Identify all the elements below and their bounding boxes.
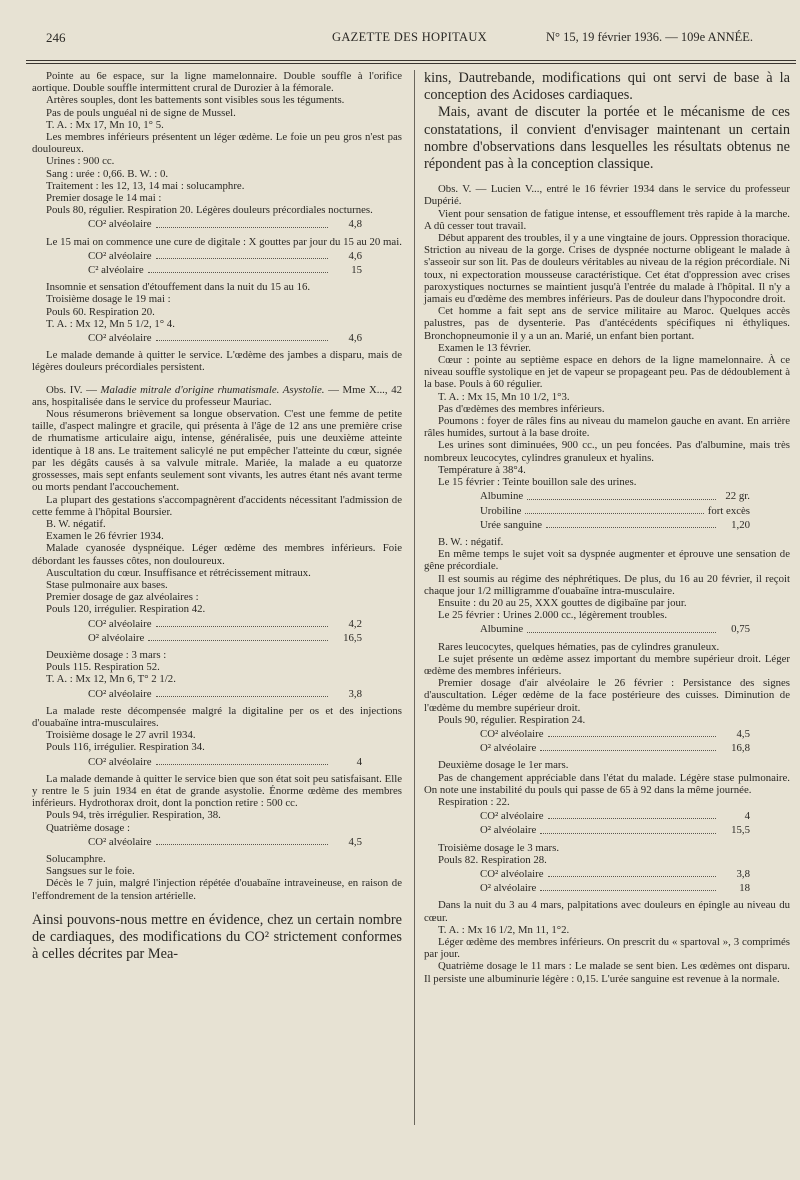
paragraph: Dans la nuit du 3 au 4 mars, palpitations avec douleurs en épingle au niveau du cœur. xyxy=(424,899,790,924)
dot-leader xyxy=(156,332,329,341)
paragraph: T. A. : Mx 12, Mn 5 1/2, 1° 4. xyxy=(46,317,175,330)
paragraph: Début apparent des troubles, il y a une vingtaine de jours. Oppression thoracique. Striction au niveau de la gorge. Crises de dyspnée nocturne obligeant le malade à s'asseoir sur son lit. Pas de douleurs véritables au niveau de la région précordiale. Ni toux, ni expectoration mousseuse caractéristique. Cet état d'oppression avec crises paroxystiques nocturnes se maintient jusqu'à l'entrée du malade à l'hôpital. Il n'y a jamais eu d'œdème des membres inférieurs. Pas de douleur dans l'hypocondre droit. xyxy=(424,232,790,306)
paragraph: La malade demande à quitter le service bien que son état soit peu satisfaisant. Elle y rentre le 5 juin 1934 en état de grande asystolie. Énorme œdème des membres inférieurs. Hydrothorax droit, dont la ponction retire : 500 cc. xyxy=(32,772,402,810)
left-column xyxy=(32,70,402,963)
paragraph: Premier dosage d'air alvéolaire le 26 février : Persistance des signes d'auscultation. Léger œdème de la face postérieure des cuisses. Diminution de l'œdème du membre supérieur droit. xyxy=(424,677,790,714)
measurement-value: 3,8 xyxy=(348,687,362,700)
paragraph: Décès le 7 juin, malgré l'injection répétée d'ouabaïne intraveineuse, en raison de l'effondrement de la tension artérielle. xyxy=(32,877,402,902)
measurement-label: CO² alvéolaire xyxy=(88,835,152,848)
measurement-row xyxy=(32,836,402,848)
measurement-value: 1,20 xyxy=(731,518,750,531)
measurement-value: 16,5 xyxy=(343,631,362,644)
measurement-row xyxy=(32,332,402,344)
paragraph: Artères souples, dont les battements sont visibles sous les téguments. xyxy=(46,94,345,107)
measurement-value: 4 xyxy=(744,810,750,823)
dot-leader xyxy=(148,264,328,273)
paragraph: Pouls 120, irrégulier. Respiration 42. xyxy=(46,603,206,616)
measurement-label: CO² alvéolaire xyxy=(88,755,152,768)
body-paragraph-large: Mais, avant de discuter la portée et le mécanisme de ces constatations, il convient d'envisager maintenant un certain nombre d'observations dans lesquelles les résultats obtenus ne répondent pas à la conception classique. xyxy=(424,104,790,173)
dot-leader xyxy=(156,218,329,227)
measurement-row xyxy=(424,810,790,822)
measurement-value: 18 xyxy=(739,882,750,895)
paragraph: Premier dosage le 14 mai : xyxy=(46,192,162,205)
paragraph: T. A. : Mx 16 1/2, Mn 11, 1°2. xyxy=(438,923,570,936)
dot-leader xyxy=(548,868,717,877)
paragraph: Pas de pouls unguéal ni de signe de Mussel. xyxy=(46,106,236,119)
paragraph: Deuxième dosage le 1er mars. xyxy=(438,759,569,772)
measurement-label: O² alvéolaire xyxy=(480,882,537,895)
paragraph: Insomnie et sensation d'étouffement dans la nuit du 15 au 16. xyxy=(46,281,311,294)
observation-patient: — Mme X..., 42 ans, hospitalisée dans le service du professeur Mauriac. xyxy=(32,383,402,408)
measurement-row xyxy=(424,824,790,836)
paragraph: Pouls 90, régulier. Respiration 24. xyxy=(438,713,586,726)
paragraph: Température à 38°4. xyxy=(438,463,526,476)
measurement-label: Urée sanguine xyxy=(480,518,543,531)
paragraph: Rares leucocytes, quelques hématies, pas de cylindres granuleux. xyxy=(438,640,720,653)
measurement-label: C² alvéolaire xyxy=(88,264,144,277)
dot-leader xyxy=(156,688,329,697)
issue-info: N° 15, 19 février 1936. — 109e ANNÉE. xyxy=(546,30,754,44)
measurement-row xyxy=(32,618,402,630)
dot-leader xyxy=(156,250,329,259)
paragraph: Stase pulmonaire aux bases. xyxy=(46,578,168,591)
column-divider xyxy=(414,70,415,1125)
paragraph: Le 15 mai on commence une cure de digitale : X gouttes par jour du 15 au 20 mai. xyxy=(46,235,402,248)
body-paragraph-large: kins, Dautrebande, modifications qui ont servi de base à la conception des Acidoses cardiaques. xyxy=(424,70,790,104)
measurement-label: Albumine xyxy=(480,490,524,503)
page-header xyxy=(26,26,796,48)
measurement-row xyxy=(424,728,790,740)
measurement-row xyxy=(424,623,790,635)
paragraph: Pouls 115. Respiration 52. xyxy=(46,661,160,674)
measurement-value: 3,8 xyxy=(736,867,750,880)
measurement-row xyxy=(424,519,790,531)
dot-leader xyxy=(540,824,716,833)
paragraph: Pouls 60. Respiration 20. xyxy=(46,305,155,318)
paragraph: Le 15 février : Teinte bouillon sale des urines. xyxy=(438,476,637,489)
paragraph: Le 25 février : Urines 2.000 cc., légèrement troubles. xyxy=(438,609,668,622)
paragraph: Traitement : les 12, 13, 14 mai : solucamphre. xyxy=(46,179,245,192)
measurement-label: CO² alvéolaire xyxy=(88,687,152,700)
measurement-label: CO² alvéolaire xyxy=(88,617,152,630)
dot-leader xyxy=(548,810,717,819)
paragraph: Urines : 900 cc. xyxy=(46,155,115,168)
paragraph: Quatrième dosage le 11 mars : Le malade se sent bien. Les œdèmes ont disparu. Il persiste une albuminurie légère : 0,15. L'urée sanguine est revenue à la normale. xyxy=(424,960,790,985)
paragraph: Auscultation du cœur. Insuffisance et rétrécissement mitraux. xyxy=(46,566,311,579)
measurement-value: 0,75 xyxy=(731,623,750,636)
measurement-label: CO² alvéolaire xyxy=(480,727,544,740)
paragraph: Malade cyanosée dyspnéique. Léger œdème des membres inférieurs. Foie débordant les fausses côtes, non douloureux. xyxy=(32,542,402,567)
measurement-value: 4,2 xyxy=(348,617,362,630)
paragraph: Ensuite : du 20 au 25, XXX gouttes de digibaïne par jour. xyxy=(438,596,687,609)
paragraph: Premier dosage de gaz alvéolaires : xyxy=(46,591,199,604)
measurement-value: 16,8 xyxy=(731,742,750,755)
paragraph: Le sujet présente un œdème assez important du membre supérieur droit. Léger œdème des membres inférieurs. xyxy=(424,652,790,677)
observation-diagnosis: Maladie mitrale d'origine rhumatismale. Asystolie. xyxy=(100,383,325,396)
paragraph: Le malade demande à quitter le service. L'œdème des jambes a disparu, mais de légères douleurs précordiales persistent. xyxy=(32,349,402,374)
paragraph: Pointe au 6e espace, sur la ligne mamelonnaire. Double souffle à l'orifice aortique. Double souffle intermittent crural de Durozier à la fémorale. xyxy=(32,70,402,95)
paragraph: Cet homme a fait sept ans de service militaire au Maroc. Quelques accès palustres, pas de dysenterie. Pas d'antécédents spécifiques ni éthyliques. Bronchopneumonie il y a un an. Marié, un enfant bien portant. xyxy=(424,305,790,342)
dot-leader xyxy=(156,836,329,845)
page-number: 246 xyxy=(46,30,66,45)
measurement-value: 15,5 xyxy=(731,824,750,837)
observation-heading xyxy=(32,384,402,408)
measurement-label: Albumine xyxy=(480,623,524,636)
measurement-label: O² alvéolaire xyxy=(480,824,537,837)
measurement-row xyxy=(32,218,402,230)
dot-leader xyxy=(156,618,329,627)
paragraph: Respiration : 22. xyxy=(438,795,510,808)
paragraph: Pouls 82. Respiration 28. xyxy=(438,853,547,866)
paragraph: Cœur : pointe au septième espace en dehors de la ligne mamelonnaire. À ce niveau souffle systolique en jet de vapeur se propageant peu. Pas de dédoublement à la base. Pouls à 60 régulier. xyxy=(424,354,790,391)
measurement-value: 15 xyxy=(351,264,362,277)
measurement-row xyxy=(424,882,790,894)
paragraph: Troisième dosage le 19 mai : xyxy=(46,293,171,306)
paragraph: Vient pour sensation de fatigue intense, et essoufflement très rapide à la marche. A dû cesser tout travail. xyxy=(424,207,790,232)
measurement-row xyxy=(32,264,402,276)
paragraph: Pouls 94, très irrégulier. Respiration, 38. xyxy=(46,809,221,822)
measurement-value: 22 gr. xyxy=(725,490,750,503)
measurement-label: Urobiline xyxy=(480,504,522,517)
paragraph: Deuxième dosage : 3 mars : xyxy=(46,648,167,661)
paragraph: Léger œdème des membres inférieurs. On prescrit du « spartoval », 3 comprimés par jour. xyxy=(424,936,790,961)
measurement-label: O² alvéolaire xyxy=(88,631,145,644)
measurement-label: CO² alvéolaire xyxy=(480,810,544,823)
paragraph: La malade reste décompensée malgré la digitaline per os et des injections d'ouabaïne intra-musculaires. xyxy=(32,704,402,729)
paragraph: Poumons : foyer de râles fins au niveau du mamelon gauche en avant. En arrière râles humides, surtout à la base droite. xyxy=(424,415,790,440)
measurement-value: 4,5 xyxy=(348,835,362,848)
paragraph: Examen le 26 février 1934. xyxy=(46,530,164,543)
paragraph: T. A. : Mx 15, Mn 10 1/2, 1°3. xyxy=(438,390,570,403)
paragraph: Nous résumerons brièvement sa longue observation. C'est une femme de petite taille, d'aspect malingre et gracile, qui présenta à l'âge de 12 ans une première crise de rhumatisme articulaire aigu, intense, généralisée, puis une deuxième atteinte identique à 18 ans. Le traitement salicylé ne put empêcher l'atteinte du cœur, signée par les dégâts causés à sa valvule mitrale. Mariée, la malade a eu quatorze grossesses, mais sept enfants seulement sont vivants, les autres étant nés avant terme ou morts pendant l'accouchement. xyxy=(32,408,402,494)
paragraph: Pouls 80, régulier. Respiration 20. Légères douleurs précordiales nocturnes. xyxy=(46,204,373,217)
paragraph: Pouls 116, irrégulier. Respiration 34. xyxy=(46,741,205,754)
measurement-value: 4,6 xyxy=(348,249,362,262)
paragraph: T. A. : Mx 12, Mn 6, T° 2 1/2. xyxy=(46,673,176,686)
measurement-value: 4,6 xyxy=(348,332,362,345)
measurement-row xyxy=(424,742,790,754)
measurement-label: CO² alvéolaire xyxy=(88,249,152,262)
dot-leader xyxy=(540,742,716,751)
measurement-label: CO² alvéolaire xyxy=(480,867,544,880)
paragraph: Les urines sont diminuées, 900 cc., un peu foncées. Pas d'albumine, mais très nombreux leucocytes, cylindres granuleux et hyalins. xyxy=(424,439,790,464)
paragraph: Troisième dosage le 3 mars. xyxy=(438,841,560,854)
dot-leader xyxy=(527,490,716,499)
dot-leader xyxy=(540,882,716,891)
dot-leader xyxy=(546,519,716,528)
journal-title: GAZETTE DES HOPITAUX xyxy=(332,30,487,44)
measurement-value: 4 xyxy=(356,755,362,768)
dot-leader xyxy=(148,632,328,641)
paragraph: La plupart des gestations s'accompagnèrent d'accidents nécessitant l'admission de cette femme à l'hôpital Boursier. xyxy=(32,493,402,518)
paragraph: Sangsues sur le foie. xyxy=(46,865,135,878)
body-paragraph-large: Ainsi pouvons-nous mettre en évidence, chez un certain nombre de cardiaques, des modifications du CO² strictement conformes à celles décrites par Mea- xyxy=(32,911,402,963)
measurement-row xyxy=(32,250,402,262)
header-rule xyxy=(26,60,796,61)
paragraph: Obs. V. — Lucien V..., entré le 16 février 1934 dans le service du professeur Dupérié. xyxy=(424,183,790,208)
measurement-row xyxy=(32,756,402,768)
paragraph: Solucamphre. xyxy=(46,852,106,865)
measurement-value: fort excès xyxy=(707,504,750,517)
measurement-row xyxy=(424,868,790,880)
measurement-value: 4,5 xyxy=(736,727,750,740)
dot-leader xyxy=(525,505,703,514)
measurement-value: 4,8 xyxy=(348,218,362,231)
measurement-label: CO² alvéolaire xyxy=(88,332,152,345)
measurement-row xyxy=(424,505,790,517)
measurement-row xyxy=(32,688,402,700)
paragraph: Quatrième dosage : xyxy=(46,821,130,834)
measurement-label: CO² alvéolaire xyxy=(88,218,152,231)
paragraph: Troisième dosage le 27 avril 1934. xyxy=(46,729,196,742)
measurement-label: O² alvéolaire xyxy=(480,742,537,755)
paragraph: Examen le 13 février. xyxy=(438,341,531,354)
paragraph: Il est soumis au régime des néphrétiques. De plus, du 16 au 20 février, il reçoit chaque jour 1/2 milligramme d'ouabaïne intra-musculaire. xyxy=(424,572,790,597)
observation-lead: Obs. IV. — xyxy=(46,383,101,396)
paragraph: Sang : urée : 0,66. B. W. : 0. xyxy=(46,167,169,180)
measurement-row xyxy=(424,490,790,502)
paragraph: B. W. : négatif. xyxy=(438,535,504,548)
measurement-row xyxy=(32,632,402,644)
paragraph: Pas d'œdèmes des membres inférieurs. xyxy=(438,402,605,415)
paragraph: Les membres inférieurs présentent un léger œdème. Le foie un peu gros n'est pas douloureux. xyxy=(32,131,402,156)
paragraph: B. W. négatif. xyxy=(46,517,106,530)
dot-leader xyxy=(156,756,329,765)
dot-leader xyxy=(548,728,717,737)
paragraph: En même temps le sujet voit sa dyspnée augmenter et éprouve une sensation de gêne précordiale. xyxy=(424,548,790,573)
paragraph: Pas de changement appréciable dans l'état du malade. Légère stase pulmonaire. On note une instabilité du pouls qui passe de 65 à 92 dans la même journée. xyxy=(424,771,790,796)
dot-leader xyxy=(527,623,716,632)
right-column xyxy=(424,70,790,985)
header-rule-double xyxy=(26,63,796,64)
paragraph: T. A. : Mx 17, Mn 10, 1° 5. xyxy=(46,118,164,131)
